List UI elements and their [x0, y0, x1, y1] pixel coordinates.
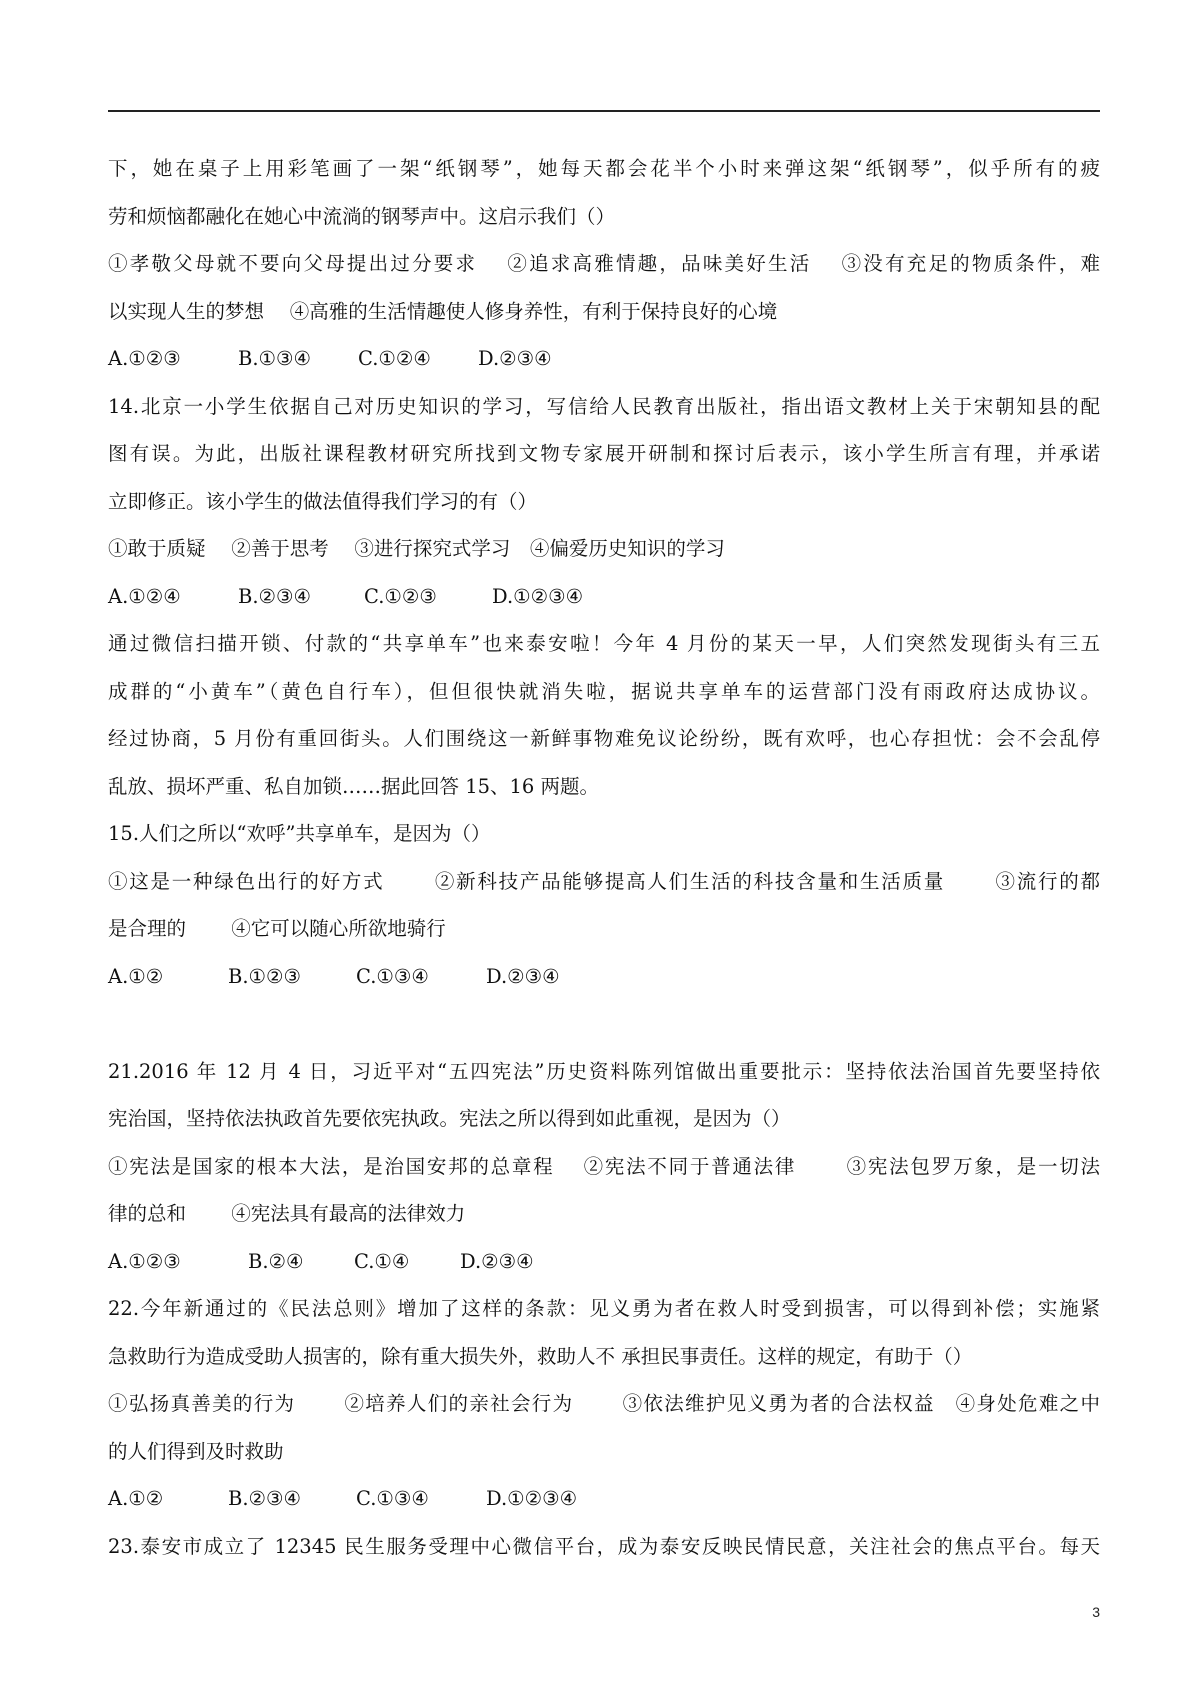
answer-options — [108, 953, 1100, 1001]
text-line: 下，她在桌子上用彩笔画了一架“纸钢琴”，她每天都会花半个小时来弹这架“纸钢琴”，似乎所有的疲 — [108, 157, 1100, 180]
text-line: ①弘扬真善美的行为 ②培养人们的亲社会行为 ③依法维护见义勇为者的合法权益 ④身处危难之中 — [108, 1392, 1100, 1415]
option-b: B.②③④ — [238, 584, 311, 608]
text-line: 宪治国，坚持依法执政首先要依宪执政。宪法之所以得到如此重视，是因为（） — [108, 1107, 791, 1130]
page-content — [108, 145, 1100, 1570]
text-line: 21.2016 年 12 月 4 日，习近平对“五四宪法”历史资料陈列馆做出重要批示：坚持依法治国首先要坚持依 — [108, 1059, 1100, 1083]
option-c: C.①②③ — [364, 584, 437, 608]
question-23 — [108, 1523, 1100, 1571]
text-line: 经过协商，5 月份有重回街头。人们围绕这一新鲜事物难免议论纷纷，既有欢呼，也心存担忧：会不会乱停 — [108, 727, 1100, 750]
text-line: 乱放、损坏严重、私自加锁……据此回答 15、16 两题。 — [108, 774, 600, 798]
text-line: 23.泰安市成立了 12345 民生服务受理中心微信平台，成为泰安反映民情民意，关注社会的焦点平台。每天 — [108, 1534, 1100, 1558]
material-shared-bikes — [108, 620, 1100, 810]
text-line: 14.北京一小学生依据自己对历史知识的学习，写信给人民教育出版社，指出语文教材上关于宋朝知县的配 — [108, 394, 1100, 418]
option-b: B.①②③ — [228, 964, 301, 988]
text-line: 15.人们之所以“欢呼”共享单车，是因为（） — [108, 822, 491, 845]
text-line: 律的总和 ④宪法具有最高的法律效力 — [108, 1202, 466, 1225]
text-line: ①孝敬父母就不要向父母提出过分要求 ②追求高雅情趣，品味美好生活 ③没有充足的物质条件，难 — [108, 252, 1100, 275]
header-rule — [108, 110, 1100, 112]
text-line: 通过微信扫描开锁、付款的“共享单车”也来泰安啦！今年 4 月份的某天一早，人们突然发现街头有三五 — [108, 632, 1100, 655]
option-b: B.②③④ — [228, 1487, 301, 1510]
answer-options — [108, 573, 1100, 621]
option-a: A.①②④ — [108, 584, 181, 608]
text-line: ①敢于质疑 ②善于思考 ③进行探究式学习 ④偏爱历史知识的学习 — [108, 537, 725, 560]
text-line: 立即修正。该小学生的做法值得我们学习的有（） — [108, 489, 538, 513]
option-d: D.②③④ — [460, 1249, 534, 1273]
text-line: 图有误。为此，出版社课程教材研究所找到文物专家展开研制和探讨后表示，该小学生所言有理，并承诺 — [108, 442, 1100, 465]
option-c: C.①③④ — [356, 1487, 429, 1510]
option-c: C.①③④ — [356, 964, 429, 988]
option-d: D.①②③④ — [492, 584, 584, 608]
option-a: A.①② — [108, 1487, 164, 1510]
option-b: B.②④ — [248, 1249, 304, 1273]
text-line: 的人们得到及时救助 — [108, 1439, 284, 1463]
page-number: 3 — [1092, 1604, 1100, 1620]
text-line: 成群的“小黄车”（黄色自行车），但但很快就消失啦，据说共享单车的运营部门没有雨政府达成协议。 — [108, 679, 1100, 703]
option-b: B.①③④ — [238, 347, 311, 370]
question-22 — [108, 1285, 1100, 1523]
option-c: C.①④ — [354, 1249, 410, 1273]
option-a: A.①②③ — [108, 1249, 181, 1273]
option-d: D.②③④ — [486, 964, 560, 988]
text-line: ①这是一种绿色出行的好方式 ②新科技产品能够提高人们生活的科技含量和生活质量 ③流行的都 — [108, 869, 1100, 893]
question-14 — [108, 383, 1100, 621]
question-15 — [108, 810, 1100, 1000]
text-line: ①宪法是国家的根本大法，是治国安邦的总章程 ②宪法不同于普通法律 ③宪法包罗万象，是一切法 — [108, 1154, 1100, 1178]
section-gap — [108, 1000, 1100, 1048]
option-d: D.②③④ — [478, 347, 552, 370]
option-a: A.①② — [108, 964, 164, 988]
answer-options — [108, 1238, 1100, 1286]
question-21 — [108, 1048, 1100, 1286]
text-line: 急救助行为造成受助人损害的，除有重大损失外，救助人不 承担民事责任。这样的规定，有助于（） — [108, 1344, 973, 1368]
option-c: C.①②④ — [358, 347, 431, 370]
text-line: 22.今年新通过的《民法总则》增加了这样的条款：见义勇为者在救人时受到损害，可以得到补偿；实施紧 — [108, 1297, 1100, 1320]
option-a: A.①②③ — [108, 347, 181, 370]
option-d: D.①②③④ — [486, 1487, 578, 1510]
question-13-continued — [108, 145, 1100, 383]
answer-options — [108, 335, 1100, 383]
text-line: 以实现人生的梦想 ④高雅的生活情趣使人修身养性，有利于保持良好的心境 — [108, 299, 778, 323]
answer-options — [108, 1475, 1100, 1523]
text-line: 是合理的 ④它可以随心所欲地骑行 — [108, 917, 446, 940]
text-line: 劳和烦恼都融化在她心中流淌的钢琴声中。这启示我们（） — [108, 204, 616, 228]
